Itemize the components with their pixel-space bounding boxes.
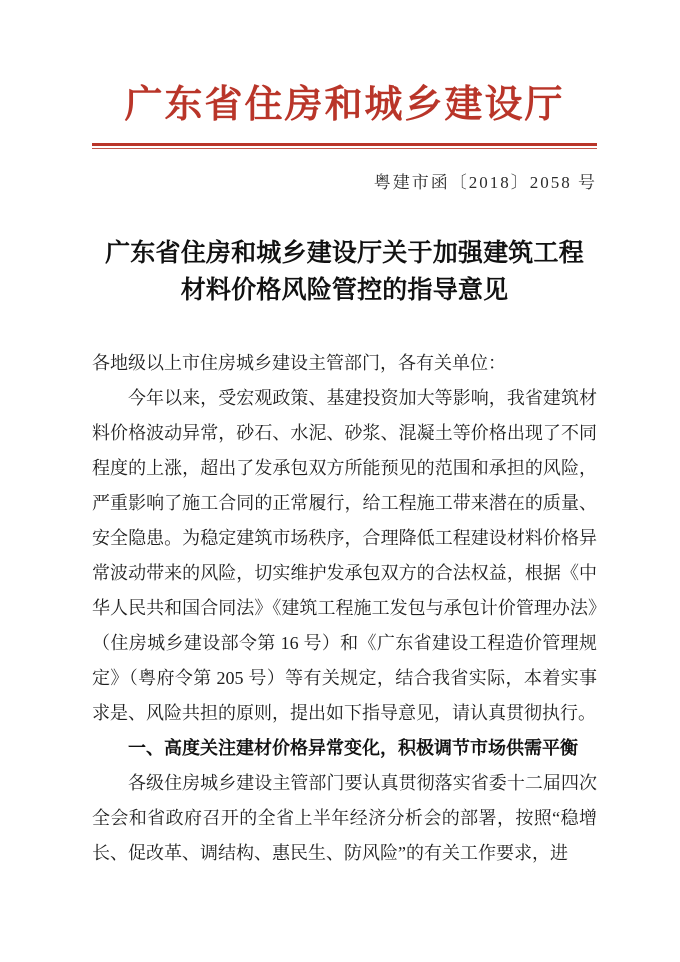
agency-letterhead-title: 广东省住房和城乡建设厅 (124, 84, 565, 126)
body-paragraph-2: 各级住房城乡建设主管部门要认真贯彻落实省委十二届四次全会和省政府召开的全省上半年经济分析会的部署，按照“稳增长、促改革、调结构、惠民生、防风险”的有关工作要求，进 (92, 773, 597, 863)
body-paragraph-1: 今年以来，受宏观政策、基建投资加大等影响，我省建筑材料价格波动异常，砂石、水泥、砂浆、混凝土等价格出现了不同程度的上涨，超出了发承包双方所能预见的范围和承担的风险，严重影响了施工合同的正常履行，给工程施工带来潜在的质量、安全隐患。为稳定建筑市场秩序，合理降低工程建设材料价格异常波动带来的风险，切实维护发承包双方的合法权益，根据《中华人民共和国合同法》《建筑工程施工发包与承包计价管理办法》（住房城乡建设部令第 16 号）和《广东省建设工程造价管理规定》（粤府令第 205 号）等有关规定，结合我省实际，本着实事求是、风险共担的原则，提出如下指导意见，请认真贯彻执行。 (92, 388, 597, 723)
section-1-heading: 一、高度关注建材价格异常变化，积极调节市场供需平衡 (128, 738, 578, 758)
letterhead-divider-thick-line (92, 143, 597, 146)
letterhead-divider (92, 143, 597, 149)
document-content-column (92, 0, 597, 871)
salutation-line: 各地级以上市住房城乡建设主管部门，各有关单位： (92, 353, 506, 373)
letterhead-divider-thin-line (92, 148, 597, 149)
document-number: 粤建市函〔2018〕2058 号 (373, 173, 597, 192)
document-body (92, 346, 597, 871)
document-title: 广东省住房和城乡建设厅关于加强建筑工程材料价格风险管控的指导意见 (105, 239, 584, 304)
